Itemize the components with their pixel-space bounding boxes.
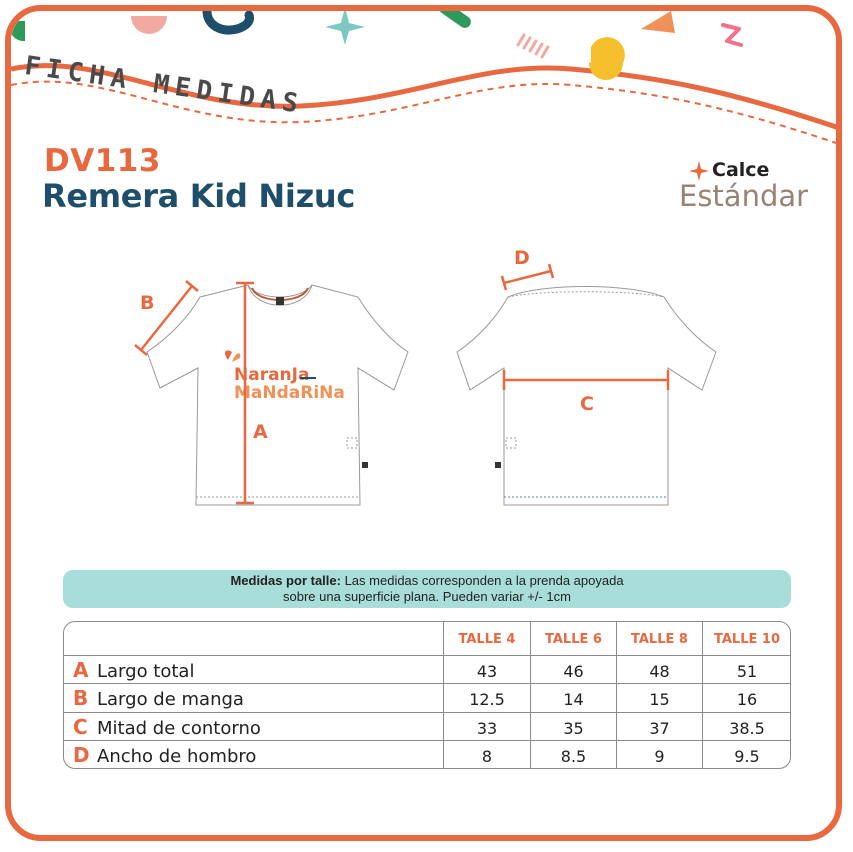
measurement-note: [63, 570, 791, 608]
table-cell: 16: [736, 690, 758, 709]
fit-label: Calce: [712, 159, 770, 181]
header-talle-4: TALLE 4: [458, 632, 516, 647]
table-cell: 9: [654, 747, 665, 766]
print-line-2: MaNdaRiNa: [234, 383, 345, 403]
size-table: [63, 621, 791, 769]
table-cell: 46: [563, 662, 584, 681]
table-cell: 38.5: [729, 719, 765, 738]
row-label: Mitad de contorno: [97, 718, 261, 739]
header-talle-6: TALLE 6: [545, 632, 602, 647]
header-talle-10: TALLE 10: [714, 632, 780, 647]
table-cell: 35: [563, 719, 584, 738]
table-cell: 43: [476, 662, 498, 681]
header-talle-8: TALLE 8: [631, 632, 688, 647]
row-label: Largo de manga: [97, 689, 244, 710]
marker-a: A: [253, 421, 268, 443]
table-cell: 8.5: [560, 747, 587, 766]
note-line-2: sobre una superficie plana. Pueden variar +/- 1cm: [283, 589, 571, 604]
table-cell: 8: [481, 747, 493, 766]
row-letter: C: [73, 715, 88, 739]
marker-d: D: [514, 247, 530, 269]
table-cell: 15: [649, 690, 670, 709]
table-cell: 48: [649, 662, 670, 681]
marker-c: C: [580, 393, 594, 415]
table-cell: 9.5: [734, 747, 760, 766]
row-label: Largo total: [97, 661, 195, 682]
table-cell: 12.5: [469, 690, 505, 709]
table-cell: 37: [649, 719, 670, 738]
note-bold: Medidas por talle:: [230, 573, 341, 588]
marker-b: B: [140, 292, 155, 314]
row-label: Ancho de hombro: [97, 746, 257, 767]
header-title: FICHA MEDIDAS: [22, 51, 306, 120]
table-cell: 14: [563, 690, 584, 709]
row-letter: B: [73, 686, 89, 710]
product-code: DV113: [44, 143, 161, 179]
table-cell: 33: [476, 719, 498, 738]
note-line-1: Las medidas corresponden a la prenda apoyada: [340, 573, 624, 588]
print-line-1: NaranJa: [234, 365, 310, 385]
fit-value: Estándar: [679, 179, 809, 213]
product-name: Remera Kid Nizuc: [42, 177, 356, 215]
table-cell: 51: [736, 662, 758, 681]
row-letter: D: [73, 743, 90, 767]
row-letter: A: [73, 658, 89, 682]
